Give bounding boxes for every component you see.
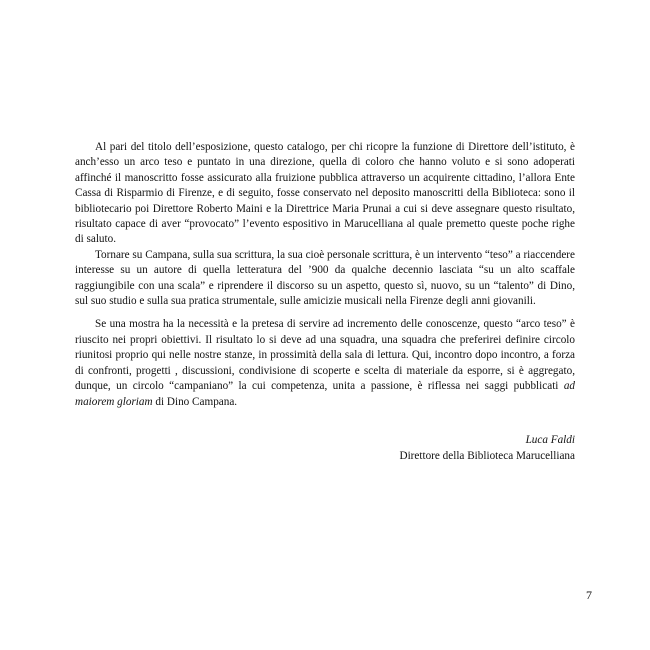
body-text xyxy=(75,140,575,410)
page-number: 7 xyxy=(586,588,592,602)
signature-name: Luca Faldi xyxy=(525,434,575,446)
paragraph-3-italic-phrase: ad maiorem gloriam xyxy=(75,380,575,408)
signature-role: Direttore della Biblioteca Marucelliana xyxy=(399,450,575,462)
paragraph-3 xyxy=(75,317,575,409)
signature-block xyxy=(399,432,575,464)
paragraph-1: Al pari del titolo dell’esposizione, questo catalogo, per chi ricopre la funzione di Direttore dell’istituto, è anch’esso un arco teso e puntato in una direzione, quella di coloro che hanno voluto e si sono adoperati affinché il manoscritto fosse assicurato alla fruizione pubblica attraverso un acquirente cittadino, l’allora Ente Cassa di Risparmio di Firenze, e di seguito, fosse conservato nel deposito manoscritti della Biblioteca: sono il bibliotecario poi Direttore Roberto Maini e la Direttrice Maria Prunai a cui si deve assegnare questo risultato, risultato capace di aver “provocato” l’evento espositivo in Marucelliana al quale premetto queste poche righe di saluto. xyxy=(75,141,575,246)
paragraph-3-text-end: di Dino Campana. xyxy=(152,395,238,408)
paragraph-2: Tornare su Campana, sulla sua scrittura, la sua cioè personale scrittura, è un intervento “teso” a riaccendere interesse su un autore di quella letteratura del ’900 da qualche decennio lasciata “su un alto scaffale raggiungibile con una scala” e riprendere il discorso su un aspetto, questo sì, nuovo, su un “talento” di Dino, sul suo studio e sulla sua pratica strumentale, sulle amicizie musicali nella Firenze degli anni giovanili. xyxy=(75,248,575,308)
paragraph-3-text: Se una mostra ha la necessità e la pretesa di servire ad incremento delle conoscenze, questo “arco teso” è riuscito nei propri obiettivi. Il risultato lo si deve ad una squadra, una squadra che preferirei definire circolo riunitosi proprio qui nelle nostre stanze, in prossimità della sala di lettura. Qui, incontro dopo incontro, a forza di confronti, progetti , discussioni, condivisione di scoperte e scelta di materiale da esporre, si è aggregato, dunque, un circolo “campaniano” la cui competenza, unita a passione, è riflessa nei saggi pubblicati xyxy=(75,318,575,393)
